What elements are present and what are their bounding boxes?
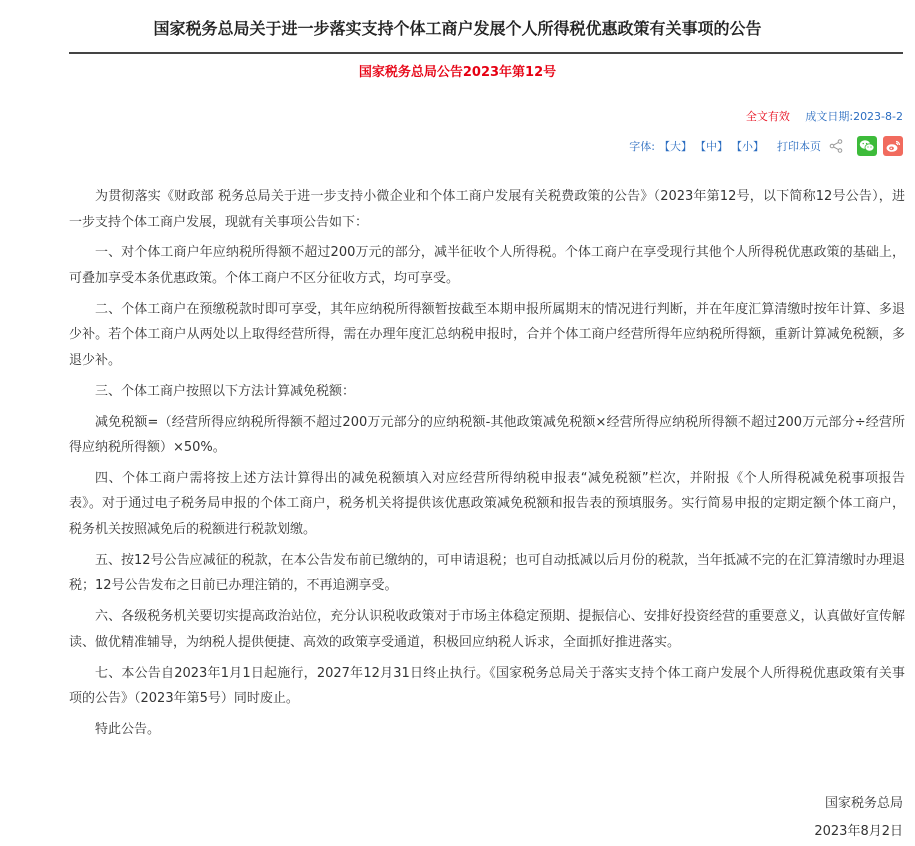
announcement-body <box>69 184 905 748</box>
document-number: 国家税务总局公告2023年第12号 <box>358 65 557 80</box>
clause-2: 二、个体工商户在预缴税款时即可享受，其年应纳税所得额暂按截至本期申报所属期末的情况进行判断，并在年度汇算清缴时按年计算、多退少补。若个体工商户从两处以上取得经营所得，需在办理年度汇总纳税申报时，合并个体工商户经营所得年应纳税所得额，重新计算减免税额，多退少补。 <box>69 301 905 368</box>
document-toolbar <box>629 134 903 158</box>
clause-6: 六、各级税务机关要切实提高政治站位，充分认识税收政策对于市场主体稳定预期、提振信心、安排好投资经营的重要意义，认真做好宣传解读、做优精准辅导，为纳税人提供便捷、高效的政策享受通道，积极回应纳税人诉求，全面抓好推进落实。 <box>69 609 905 650</box>
clause-5: 五、按12号公告应减征的税款，在本公告发布前已缴纳的，可申请退税；也可自动抵减以后月份的税款，当年抵减不完的在汇算清缴时办理退税；12号公告发布之日前已办理注销的，不再追溯享受。 <box>69 552 905 594</box>
wechat-share-button[interactable] <box>857 136 877 156</box>
title-divider <box>69 52 903 54</box>
intro-paragraph: 为贯彻落实《财政部 税务总局关于进一步支持小微企业和个体工商户发展有关税费政策的公告》（2023年第12号，以下简称12号公告），进一步支持个体工商户发展，现就有关事项公告如下： <box>69 189 905 230</box>
validity-status: 全文有效 <box>745 110 790 123</box>
wechat-icon <box>859 139 875 153</box>
signature-block <box>814 790 903 846</box>
page-title: 国家税务总局关于进一步落实支持个体工商户发展个人所得税优惠政策有关事项的公告 <box>153 19 762 38</box>
document-meta <box>746 109 903 125</box>
clause-3: 三、个体工商户按照以下方法计算减免税额： <box>95 383 356 399</box>
clause-7: 七、本公告自2023年1月1日起施行，2027年12月31日终止执行。《国家税务总局关于落实支持个体工商户发展个人所得税优惠政策有关事项的公告》（2023年第5号）同时废止。 <box>69 665 905 707</box>
closing-statement: 特此公告。 <box>95 722 161 738</box>
font-large-button[interactable]: 【大】 <box>659 140 692 153</box>
weibo-share-button[interactable] <box>883 136 903 156</box>
font-medium-button[interactable]: 【中】 <box>695 140 728 153</box>
issuer-name: 国家税务总局 <box>824 796 903 811</box>
font-small-button[interactable]: 【小】 <box>731 140 764 153</box>
print-button[interactable]: 打印本页 <box>777 140 821 153</box>
clause-1: 一、对个体工商户年应纳税所得额不超过200万元的部分，减半征收个人所得税。个体工商户在享受现行其他个人所得税优惠政策的基础上，可叠加享受本条优惠政策。个体工商户不区分征收方式，均可享受。 <box>69 245 905 286</box>
clause-4: 四、个体工商户需将按上述方法计算得出的减免税额填入对应经营所得纳税申报表“减免税额”栏次，并附报《个人所得税减免税事项报告表》。对于通过电子税务局申报的个体工商户，税务机关将提供该优惠政策减免税额和报告表的预填服务。实行简易申报的定期定额个体工商户，税务机关按照减免后的税额进行税款划缴。 <box>69 470 905 537</box>
signature-date: 2023年8月2日 <box>814 824 903 839</box>
issue-date: 成文日期:2023-8-2 <box>805 110 903 123</box>
formula-paragraph: 减免税额=（经营所得应纳税所得额不超过200万元部分的应纳税额-其他政策减免税额×经营所得应纳税所得额不超过200万元部分÷经营所得应纳税所得额）×50%。 <box>69 414 905 456</box>
weibo-icon <box>885 139 901 153</box>
font-size-label: 字体: <box>629 140 655 153</box>
share-icon[interactable] <box>829 139 843 153</box>
